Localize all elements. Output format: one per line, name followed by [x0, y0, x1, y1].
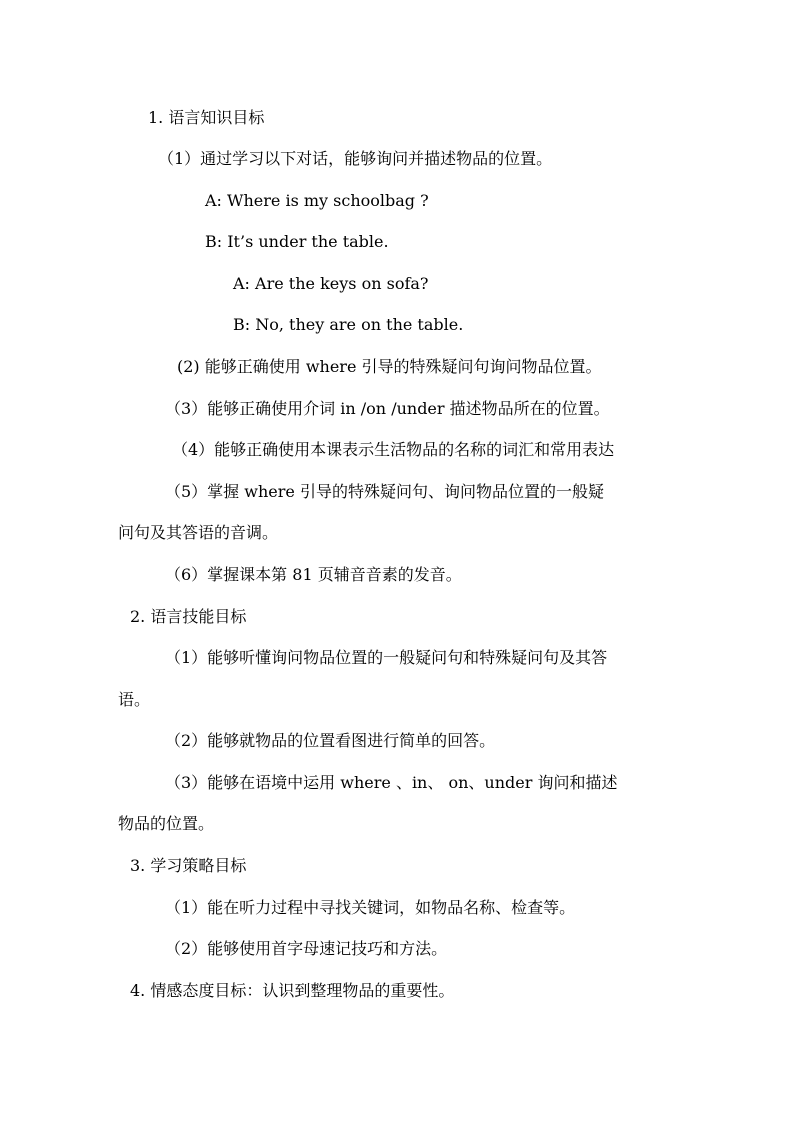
dialog-line-2: B: It’s under the table. [205, 232, 389, 251]
section-3-heading: 3. 学习策略目标 [130, 856, 247, 875]
section-2-item-3-line-1: （3）能够在语境中运用 where 、in、 on、under 询问和描述 [165, 773, 618, 792]
section-2-item-1-line-2: 语。 [118, 690, 151, 709]
section-1-item-2: (2) 能够正确使用 where 引导的特殊疑问句询问物品位置。 [177, 357, 602, 376]
section-3-item-1: （1）能在听力过程中寻找关键词，如物品名称、检查等。 [165, 898, 576, 917]
section-1-item-4: （4）能够正确使用本课表示生活物品的名称的词汇和常用表达 [172, 440, 615, 459]
section-2-heading: 2. 语言技能目标 [130, 607, 247, 626]
dialog-line-1: A: Where is my schoolbag ? [205, 191, 429, 210]
section-1-heading: 1. 语言知识目标 [148, 108, 265, 127]
section-1-item-5-line-1: （5）掌握 where 引导的特殊疑问句、询问物品位置的一般疑 [165, 482, 604, 501]
section-1-item-1: （1）通过学习以下对话，能够询问并描述物品的位置。 [158, 149, 553, 168]
section-2-item-1-line-1: （1）能够听懂询问物品位置的一般疑问句和特殊疑问句及其答 [165, 648, 608, 667]
section-2-item-3-line-2: 物品的位置。 [118, 814, 215, 833]
section-2-item-2: （2）能够就物品的位置看图进行简单的回答。 [165, 731, 496, 750]
section-1-item-6: （6）掌握课本第 81 页辅音音素的发音。 [165, 565, 462, 584]
section-3-item-2: （2）能够使用首字母速记技巧和方法。 [165, 939, 448, 958]
section-1-item-3: （3）能够正确使用介词 in /on /under 描述物品所在的位置。 [165, 399, 610, 418]
section-1-item-5-line-2: 问句及其答语的音调。 [118, 523, 279, 542]
dialog-line-4: B: No, they are on the table. [233, 315, 464, 334]
section-4-heading: 4. 情感态度目标：认识到整理物品的重要性。 [130, 981, 455, 1000]
dialog-line-3: A: Are the keys on sofa? [233, 274, 429, 293]
